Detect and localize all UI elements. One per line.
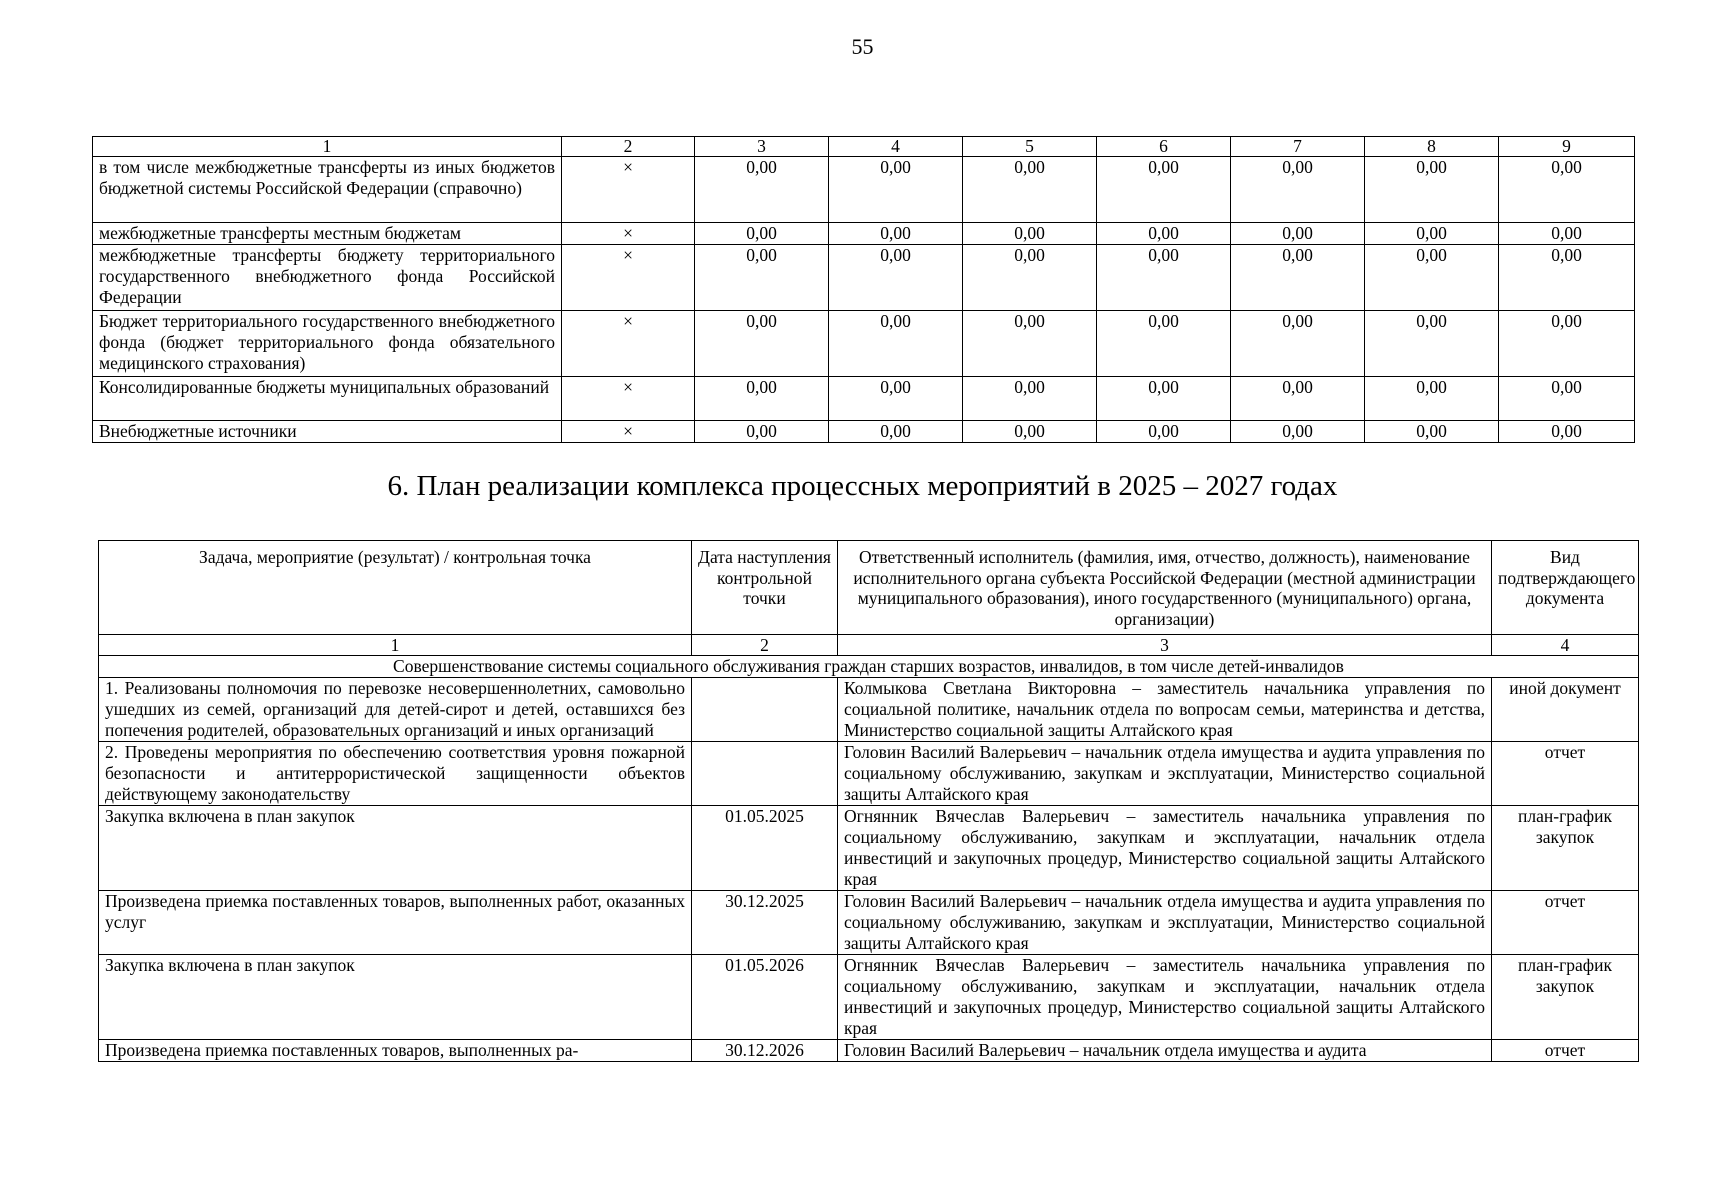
value-cell: 0,00 bbox=[695, 157, 829, 223]
column-header: Вид подтверждающего документа bbox=[1492, 541, 1639, 635]
document-cell: план-график закупок bbox=[1492, 955, 1639, 1040]
row-mark: × bbox=[562, 421, 695, 443]
value-cell: 0,00 bbox=[695, 245, 829, 311]
table-row bbox=[99, 1040, 1639, 1062]
value-cell: 0,00 bbox=[1097, 157, 1231, 223]
column-number: 5 bbox=[963, 137, 1097, 157]
value-cell: 0,00 bbox=[1499, 245, 1635, 311]
table-row bbox=[99, 806, 1639, 891]
value-cell: 0,00 bbox=[829, 245, 963, 311]
value-cell: 0,00 bbox=[829, 377, 963, 421]
value-cell: 0,00 bbox=[1231, 377, 1365, 421]
value-cell: 0,00 bbox=[963, 311, 1097, 377]
table-row bbox=[93, 245, 1635, 311]
value-cell: 0,00 bbox=[1231, 311, 1365, 377]
task-cell: Закупка включена в план закупок bbox=[99, 806, 692, 891]
column-header: Ответственный исполнитель (фамилия, имя, отчество, должность), наименование исполнительного органа субъекта Российской Федерации (местной администрации муниципального образования), иного государственного (муниципального) органа, организации) bbox=[838, 541, 1492, 635]
row-label: межбюджетные трансферты бюджету территориального государственного внебюджетного фонда Российской Федерации bbox=[93, 245, 562, 311]
column-number: 3 bbox=[838, 635, 1492, 656]
column-number: 1 bbox=[99, 635, 692, 656]
value-cell: 0,00 bbox=[1499, 311, 1635, 377]
value-cell: 0,00 bbox=[1097, 223, 1231, 245]
table-row bbox=[93, 421, 1635, 443]
table-row bbox=[99, 891, 1639, 955]
task-cell: Произведена приемка поставленных товаров, выполненных ра- bbox=[99, 1040, 692, 1062]
responsible-cell: Головин Василий Валерьевич – начальник отдела имущества и аудита управления по социальному обслуживанию, закупкам и эксплуатации, Министерство социальной защиты Алтайского края bbox=[838, 891, 1492, 955]
date-cell: 30.12.2025 bbox=[692, 891, 838, 955]
responsible-cell: Головин Василий Валерьевич – начальник отдела имущества и аудита bbox=[838, 1040, 1492, 1062]
row-mark: × bbox=[562, 311, 695, 377]
value-cell: 0,00 bbox=[1499, 421, 1635, 443]
page-number: 55 bbox=[851, 34, 874, 59]
plan-table bbox=[98, 540, 1639, 1062]
column-header: Дата наступления контрольной точки bbox=[692, 541, 838, 635]
date-cell: 01.05.2026 bbox=[692, 955, 838, 1040]
value-cell: 0,00 bbox=[1365, 223, 1499, 245]
value-cell: 0,00 bbox=[1097, 377, 1231, 421]
column-number-row bbox=[93, 137, 1635, 157]
table-row bbox=[99, 955, 1639, 1040]
value-cell: 0,00 bbox=[695, 421, 829, 443]
column-number-row bbox=[99, 635, 1639, 656]
table-row bbox=[99, 742, 1639, 806]
table-row bbox=[93, 157, 1635, 223]
row-label: в том числе межбюджетные трансферты из иных бюджетов бюджетной системы Российской Федерации (справочно) bbox=[93, 157, 562, 223]
row-mark: × bbox=[562, 157, 695, 223]
task-cell: Произведена приемка поставленных товаров, выполненных работ, оказанных услуг bbox=[99, 891, 692, 955]
column-number: 8 bbox=[1365, 137, 1499, 157]
table-row bbox=[99, 678, 1639, 742]
row-label: Консолидированные бюджеты муниципальных образований bbox=[93, 377, 562, 421]
value-cell: 0,00 bbox=[1365, 377, 1499, 421]
group-row bbox=[99, 656, 1639, 678]
value-cell: 0,00 bbox=[1097, 311, 1231, 377]
column-number: 2 bbox=[692, 635, 838, 656]
column-number: 4 bbox=[1492, 635, 1639, 656]
value-cell: 0,00 bbox=[1499, 377, 1635, 421]
document-cell: план-график закупок bbox=[1492, 806, 1639, 891]
row-label: Внебюджетные источники bbox=[93, 421, 562, 443]
date-cell: 30.12.2026 bbox=[692, 1040, 838, 1062]
table-row bbox=[93, 377, 1635, 421]
row-mark: × bbox=[562, 223, 695, 245]
responsible-cell: Огнянник Вячеслав Валерьевич – заместитель начальника управления по социальному обслуживанию, закупкам и эксплуатации, начальник отдела инвестиций и закупочных процедур, Министерство социальной защиты Алтайского края bbox=[838, 806, 1492, 891]
column-number: 4 bbox=[829, 137, 963, 157]
value-cell: 0,00 bbox=[1365, 421, 1499, 443]
value-cell: 0,00 bbox=[829, 223, 963, 245]
value-cell: 0,00 bbox=[1365, 311, 1499, 377]
value-cell: 0,00 bbox=[1097, 245, 1231, 311]
row-label: межбюджетные трансферты местным бюджетам bbox=[93, 223, 562, 245]
responsible-cell: Огнянник Вячеслав Валерьевич – заместитель начальника управления по социальному обслуживанию, закупкам и эксплуатации, начальник отдела инвестиций и закупочных процедур, Министерство социальной защиты Алтайского края bbox=[838, 955, 1492, 1040]
value-cell: 0,00 bbox=[1499, 157, 1635, 223]
table-row bbox=[93, 311, 1635, 377]
column-number: 2 bbox=[562, 137, 695, 157]
task-cell: 2. Проведены мероприятия по обеспечению соответствия уровня пожарной безопасности и антитеррористической защищенности объектов действующему законодательству bbox=[99, 742, 692, 806]
header-row bbox=[99, 541, 1639, 635]
document-cell: отчет bbox=[1492, 1040, 1639, 1062]
date-cell: 01.05.2025 bbox=[692, 806, 838, 891]
row-label: Бюджет территориального государственного внебюджетного фонда (бюджет территориального фонда обязательного медицинского страхования) bbox=[93, 311, 562, 377]
column-number: 9 bbox=[1499, 137, 1635, 157]
date-cell bbox=[692, 678, 838, 742]
responsible-cell: Колмыкова Светлана Викторовна – заместитель начальника управления по социальной политике, начальник отдела по вопросам семьи, материнства и детства, Министерство социальной защиты Алтайского края bbox=[838, 678, 1492, 742]
value-cell: 0,00 bbox=[1365, 245, 1499, 311]
value-cell: 0,00 bbox=[963, 223, 1097, 245]
value-cell: 0,00 bbox=[1365, 157, 1499, 223]
value-cell: 0,00 bbox=[1231, 245, 1365, 311]
column-header: Задача, мероприятие (результат) / контрольная точка bbox=[99, 541, 692, 635]
row-mark: × bbox=[562, 377, 695, 421]
group-title: Совершенствование системы социального обслуживания граждан старших возрастов, инвалидов, в том числе детей-инвалидов bbox=[99, 656, 1639, 678]
column-number: 3 bbox=[695, 137, 829, 157]
value-cell: 0,00 bbox=[963, 157, 1097, 223]
value-cell: 0,00 bbox=[695, 377, 829, 421]
column-number: 1 bbox=[93, 137, 562, 157]
responsible-cell: Головин Василий Валерьевич – начальник отдела имущества и аудита управления по социальному обслуживанию, закупкам и эксплуатации, Министерство социальной защиты Алтайского края bbox=[838, 742, 1492, 806]
date-cell bbox=[692, 742, 838, 806]
value-cell: 0,00 bbox=[963, 377, 1097, 421]
task-cell: 1. Реализованы полномочия по перевозке несовершеннолетних, самовольно ушедших из семей, организаций для детей-сирот и детей, оставшихся без попечения родителей, образовательных организаций и иных организаций bbox=[99, 678, 692, 742]
value-cell: 0,00 bbox=[1231, 157, 1365, 223]
value-cell: 0,00 bbox=[1231, 223, 1365, 245]
value-cell: 0,00 bbox=[829, 421, 963, 443]
document-cell: отчет bbox=[1492, 891, 1639, 955]
task-cell: Закупка включена в план закупок bbox=[99, 955, 692, 1040]
table-row bbox=[93, 223, 1635, 245]
section-title: 6. План реализации комплекса процессных мероприятий в 2025 – 2027 годах bbox=[387, 470, 1338, 502]
column-number: 6 bbox=[1097, 137, 1231, 157]
value-cell: 0,00 bbox=[963, 421, 1097, 443]
value-cell: 0,00 bbox=[1097, 421, 1231, 443]
document-cell: иной документ bbox=[1492, 678, 1639, 742]
document-cell: отчет bbox=[1492, 742, 1639, 806]
column-number: 7 bbox=[1231, 137, 1365, 157]
value-cell: 0,00 bbox=[1231, 421, 1365, 443]
budget-table bbox=[92, 136, 1635, 443]
value-cell: 0,00 bbox=[829, 311, 963, 377]
value-cell: 0,00 bbox=[695, 311, 829, 377]
value-cell: 0,00 bbox=[695, 223, 829, 245]
value-cell: 0,00 bbox=[1499, 223, 1635, 245]
row-mark: × bbox=[562, 245, 695, 311]
value-cell: 0,00 bbox=[963, 245, 1097, 311]
value-cell: 0,00 bbox=[829, 157, 963, 223]
